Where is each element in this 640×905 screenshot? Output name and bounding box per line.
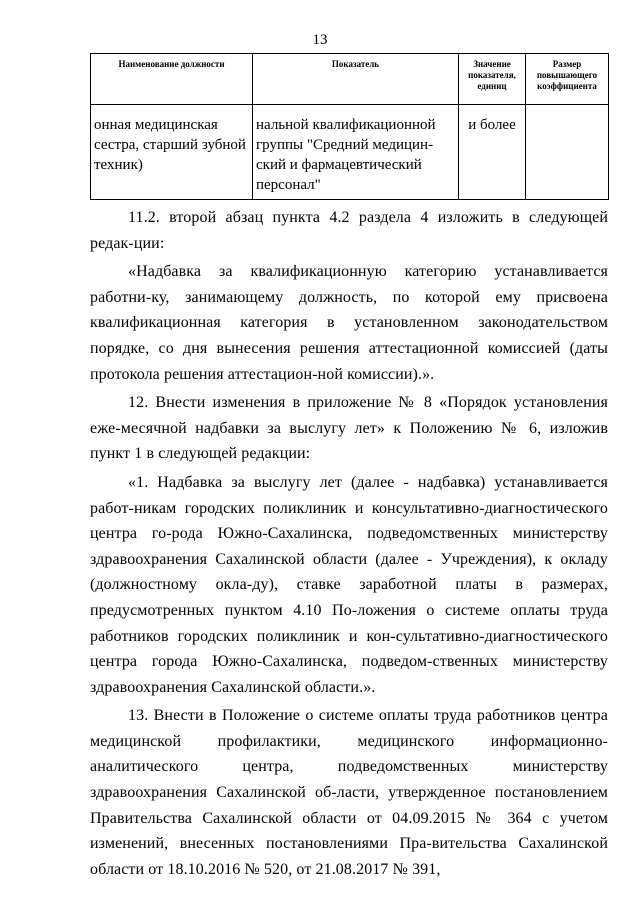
cell-position-name: онная медицинская сестра, старший зубной техник) bbox=[91, 105, 253, 200]
cell-indicator: нальной квалификационной группы "Средний медицин-ский и фармацевтический персонал" bbox=[253, 105, 459, 200]
header-position-name: Наименование должности bbox=[91, 54, 253, 105]
document-body bbox=[90, 205, 608, 885]
header-indicator: Показатель bbox=[253, 54, 459, 105]
header-coefficient-size: Размер повышающего коэффициента bbox=[526, 54, 609, 105]
table-header-row bbox=[91, 54, 609, 105]
positions-table bbox=[90, 53, 609, 200]
cell-indicator-value: и более bbox=[459, 105, 526, 200]
table-row bbox=[91, 105, 609, 200]
paragraph-13: 13. Внести в Положение о системе оплаты труда работников центра медицинской профилактики, медицинского информационно-аналитического центра, подведомственных министерству здравоохранения Сахалинской об-ласти, утвержденное постановлением Правительства Сахалинской области от 04.09.2015 № 364 с учетом изменений, внесенных постановлениями Пра-вительства Сахалинской области от 18.10.2016 № 520, от 21.08.2017 № 391, bbox=[90, 707, 608, 878]
paragraph-seniority-allowance: «1. Надбавка за выслугу лет (далее - надбавка) устанавливается работ-никам городских поликлиник и консультативно-диагностического центра го-рода Южно-Сахалинска, подведомственных министерству здравоохранения Сахалинской области (далее - Учреждения), к окладу (должностному окла-ду), ставке заработной платы в размерах, предусмотренных пунктом 4.10 По-ложения о системе оплаты труда работников городских поликлиник и кон-сультативно-диагностического центра города Южно-Сахалинска, подведом-ственных министерству здравоохранения Сахалинской области.». bbox=[90, 473, 608, 696]
cell-coefficient bbox=[526, 105, 609, 200]
paragraph-11-2: 11.2. второй абзац пункта 4.2 раздела 4 изложить в следующей редак-ции: bbox=[90, 209, 608, 252]
paragraph-12: 12. Внести изменения в приложение № 8 «Порядок установления еже-месячной надбавки за выслугу лет» к Положению № 6, изложив пункт 1 в следующей редакции: bbox=[90, 394, 608, 463]
page-number: 13 bbox=[312, 32, 328, 48]
paragraph-qualification-allowance: «Надбавка за квалификационную категорию устанавливается работни-ку, занимающему должность, по которой ему присвоена квалификационная категория в установленном законодательством порядке, со дня вынесения решения аттестационной комиссией (даты протокола решения аттестацион-ной комиссии).». bbox=[90, 263, 608, 383]
header-indicator-value: Значение показателя, единиц bbox=[459, 54, 526, 105]
